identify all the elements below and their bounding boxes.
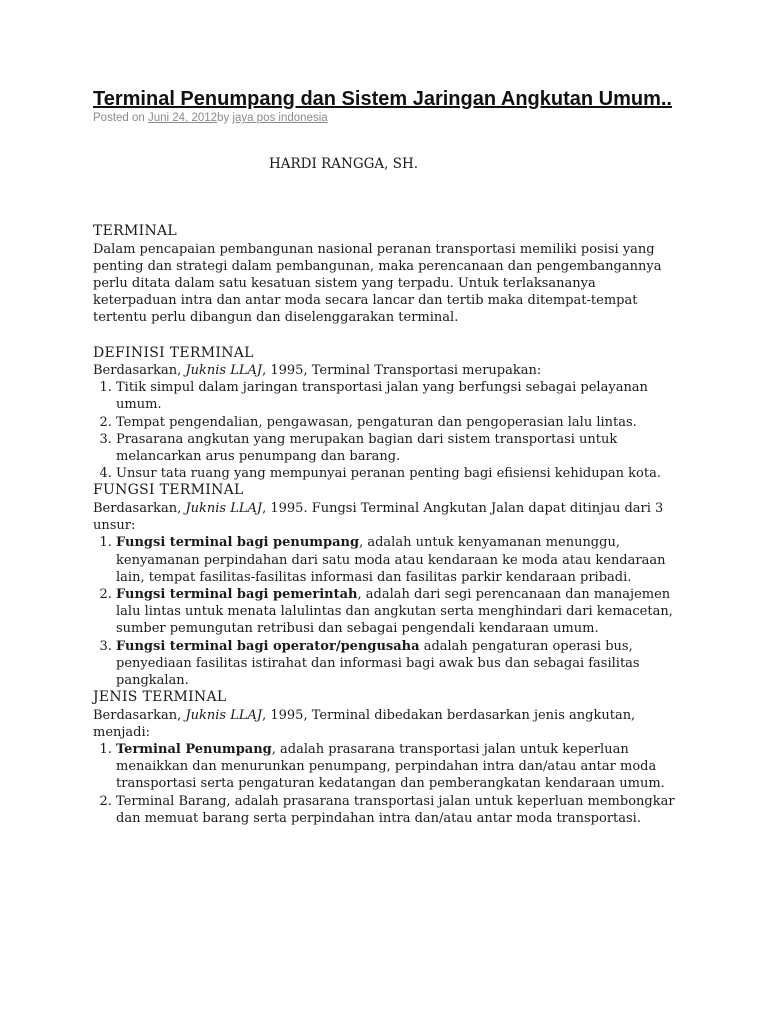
list-item: 3. Prasarana angkutan yang merupakan bagian dari sistem transportasi untuk melancarkan arus penumpang dan barang.: [116, 431, 678, 465]
document-page: [93, 88, 678, 827]
fungsi-intro: [93, 500, 678, 534]
author-name: HARDI RANGGA, SH.: [269, 156, 419, 172]
section-heading-terminal: TERMINAL: [93, 223, 178, 239]
post-meta: [93, 111, 678, 125]
intro-emphasis: Juknis LLAJ: [185, 363, 263, 379]
item-text: adalah pengaturan operasi bus, penyediaan fasilitas istirahat dan informasi bagi awak bus dan sebagai fasilitas pangkalan.: [116, 638, 640, 688]
item-text: , adalah untuk kenyamanan menunggu, kenyamanan perpindahan dari satu moda atau kendaraan ke moda atau kendaraan lain, tempat fasilitas-fasilitas informasi dan fasilitas parkir kendaraan pribadi.: [116, 535, 666, 585]
jenis-list: [93, 741, 678, 827]
item-text: , adalah prasarana transportasi jalan untuk keperluan menaikkan dan menurunkan penumpang, perpindahan intra dan/atau antar moda transportasi serta pengaturan kedatangan dan pemberangkatan kendaraan umum.: [116, 742, 665, 792]
list-item: [116, 741, 678, 793]
intro-text: , 1995. Fungsi Terminal Angkutan Jalan dapat ditinjau dari 3 unsur:: [93, 500, 664, 534]
list-item: [116, 534, 678, 586]
section-heading-fungsi: FUNGSI TERMINAL: [93, 482, 244, 499]
item-text: Terminal Barang, adalah prasarana transportasi jalan untuk keperluan membongkar dan memuat barang serta perpindahan intra dan/atau antar moda transportasi.: [116, 793, 675, 826]
intro-text: , 1995, Terminal Transportasi merupakan:: [262, 363, 542, 379]
list-item: 1. Titik simpul dalam jaringan transportasi jalan yang berfungsi sebagai pelayanan umum.: [116, 379, 678, 413]
post-date-link[interactable]: Juni 24, 2012: [147, 112, 218, 124]
intro-text: , 1995, Terminal dibedakan berdasarkan jenis angkutan, menjadi:: [93, 707, 636, 740]
definisi-intro: [93, 362, 678, 379]
intro-text: Berdasarkan,: [93, 707, 186, 723]
list-item: 4. Unsur tata ruang yang mempunyai peranan penting bagi efisiensi kehidupan kota.: [116, 465, 678, 482]
section-heading-definisi: DEFINISI TERMINAL: [93, 344, 254, 361]
section-terminal: [93, 223, 678, 327]
terminal-paragraph: Dalam pencapaian pembangunan nasional peranan transportasi memiliki posisi yang penting dan strategi dalam pembangunan, maka perencanaan dan pengembangannya perlu ditata dalam satu kesatuan sistem yang terpadu. Untuk terlaksananya keterpaduan intra dan antar moda secara lancar dan tertib maka ditempat-tempat tertentu perlu dibangun dan diselenggarakan terminal.: [93, 241, 662, 326]
by-text: by: [217, 112, 233, 124]
item-bold-term: Terminal Penumpang: [116, 742, 272, 758]
section-heading-jenis: JENIS TERMINAL: [93, 689, 227, 706]
intro-text: Berdasarkan,: [93, 363, 186, 379]
article-title: Terminal Penumpang dan Sistem Jaringan Angkutan Umum..: [93, 88, 672, 110]
list-item: [116, 638, 678, 690]
list-item: [116, 793, 678, 827]
author-link[interactable]: jaya pos indonesia: [232, 112, 328, 124]
fungsi-list: [93, 534, 678, 689]
item-text: , adalah dari segi perencanaan dan manajemen lalu lintas untuk menata lalulintas dan angkutan serta menghindari dari kemacetan, sumber pemungutan retribusi dan sebagai pengendali kendaraan umum.: [116, 586, 673, 637]
section-jenis: [93, 689, 678, 827]
posted-prefix: Posted on: [93, 112, 148, 124]
intro-emphasis: Juknis LLAJ: [185, 500, 263, 516]
definisi-list: [93, 379, 678, 482]
section-definisi: [93, 345, 678, 483]
item-bold-term: Fungsi terminal bagi operator/pengusaha: [116, 638, 420, 654]
list-item: [116, 586, 678, 638]
item-bold-term: Fungsi terminal bagi pemerintah: [116, 586, 358, 602]
intro-emphasis: Juknis LLAJ: [185, 707, 263, 723]
intro-text: Berdasarkan,: [93, 500, 186, 516]
list-item: 2. Tempat pengendalian, pengawasan, pengaturan dan pengoperasian lalu lintas.: [116, 414, 678, 431]
item-bold-term: Fungsi terminal bagi penumpang: [116, 535, 360, 551]
jenis-intro: [93, 707, 678, 741]
section-fungsi: [93, 482, 678, 689]
